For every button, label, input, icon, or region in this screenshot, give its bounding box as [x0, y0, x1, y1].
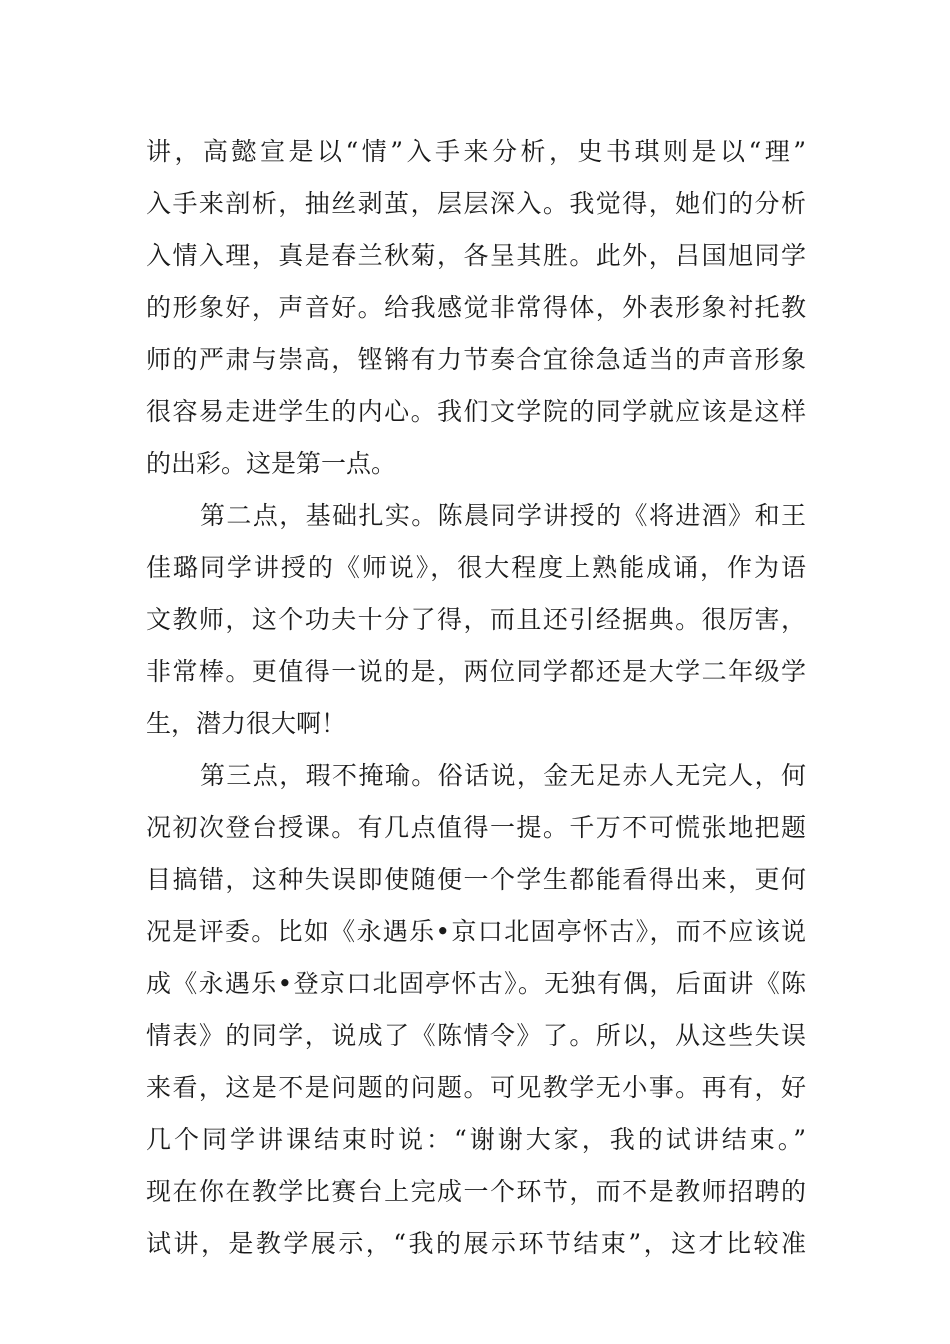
paragraph-start-line: 第三点，瑕不掩瑜。俗话说，金无足赤人无完人，何: [200, 761, 806, 790]
text-line: 成《永遇乐•登京口北固亭怀古》。无独有偶，后面讲《陈: [146, 969, 806, 998]
text-line: 现在你在教学比赛台上完成一个环节，而不是教师招聘的: [146, 1177, 806, 1206]
text-line: 非常棒。更值得一说的是，两位同学都还是大学二年级学: [146, 657, 806, 686]
text-line: 来看，这是不是问题的问题。可见教学无小事。再有，好: [146, 1073, 806, 1102]
text-line: 况初次登台授课。有几点值得一提。千万不可慌张地把题: [146, 813, 806, 842]
text-line: 几个同学讲课结束时说：“谢谢大家，我的试讲结束。”: [146, 1125, 806, 1154]
text-line: 佳璐同学讲授的《师说》，很大程度上熟能成诵，作为语: [146, 553, 806, 582]
text-line: 况是评委。比如《永遇乐•京口北固亭怀古》，而不应该说: [146, 917, 806, 946]
text-line: 文教师，这个功夫十分了得，而且还引经据典。很厉害，: [146, 605, 806, 634]
text-line: 师的严肃与崇高，铿锵有力节奏合宜徐急适当的声音形象: [146, 345, 806, 374]
text-line: 试讲，是教学展示，“我的展示环节结束”，这才比较准: [146, 1229, 806, 1258]
text-line: 很容易走进学生的内心。我们文学院的同学就应该是这样: [146, 397, 806, 426]
text-line: 入情入理，真是春兰秋菊，各呈其胜。此外，吕国旭同学: [146, 241, 806, 270]
text-line: 情表》的同学，说成了《陈情令》了。所以，从这些失误: [146, 1021, 806, 1050]
paragraph-start-line: 第二点，基础扎实。陈晨同学讲授的《将进酒》和王: [200, 501, 806, 530]
text-line: 目搞错，这种失误即使随便一个学生都能看得出来，更何: [146, 865, 806, 894]
text-line: 的出彩。这是第一点。: [146, 449, 397, 478]
text-line: 生，潜力很大啊！: [146, 709, 347, 738]
text-line: 的形象好，声音好。给我感觉非常得体，外表形象衬托教: [146, 293, 806, 322]
text-line: 入手来剖析，抽丝剥茧，层层深入。我觉得，她们的分析: [146, 189, 806, 218]
text-line: 讲，高懿宣是以“情”入手来分析，史书琪则是以“理”: [146, 137, 806, 166]
